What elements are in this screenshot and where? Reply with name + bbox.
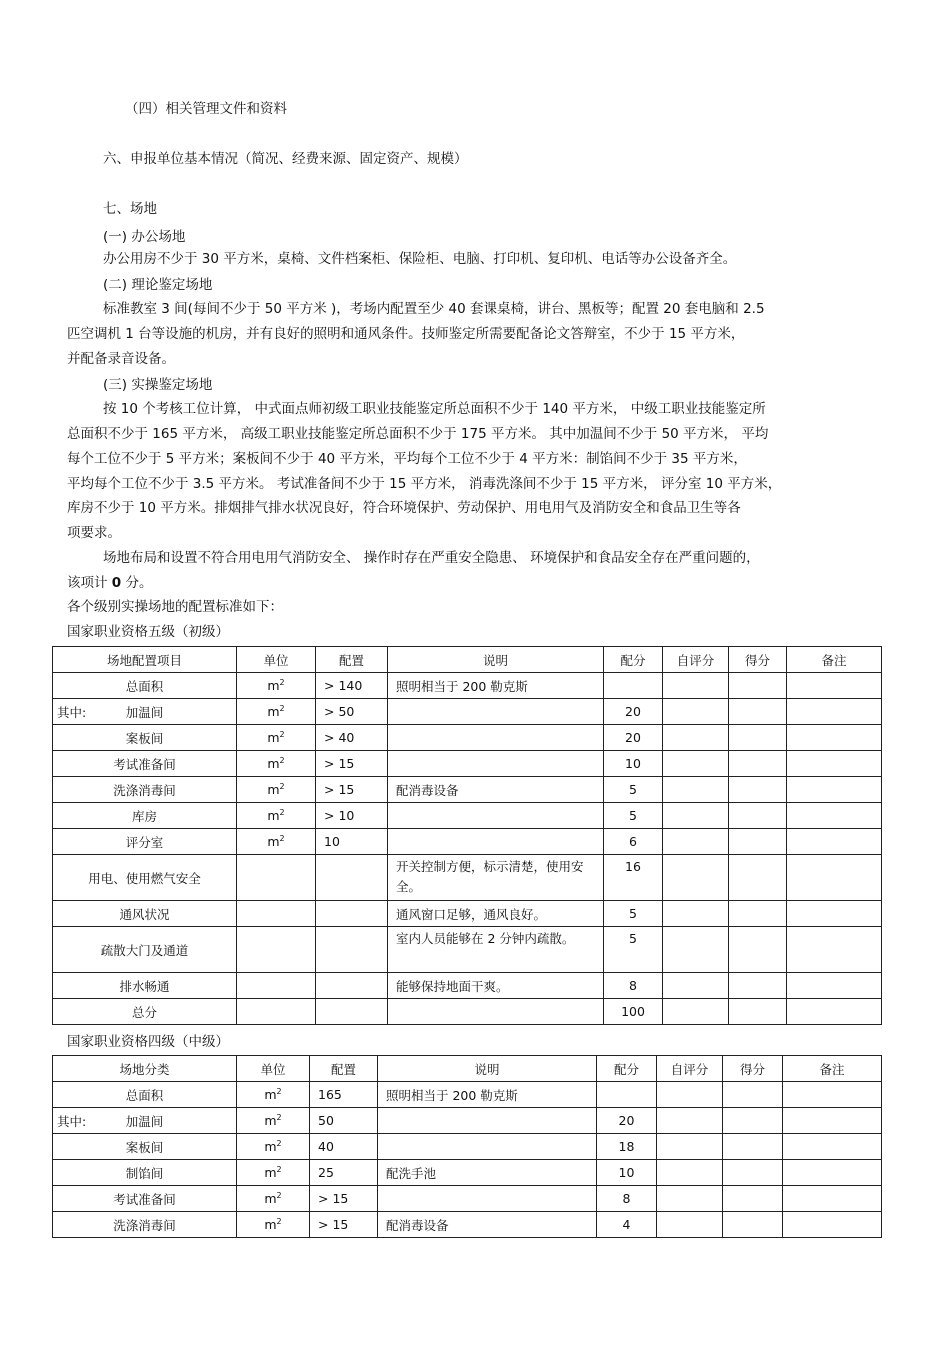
subsection-practical-heading: (三) 实操鉴定场地 bbox=[103, 377, 213, 393]
table-row bbox=[53, 803, 882, 829]
section-4-heading: （四）相关管理文件和资料 bbox=[125, 101, 287, 117]
table-row bbox=[53, 777, 882, 803]
obtained-score-cell[interactable] bbox=[723, 1082, 783, 1108]
practical-paragraph-line-6: 项要求。 bbox=[67, 525, 121, 541]
unit-exponent: 2 bbox=[276, 1164, 282, 1174]
item-label: 案板间 bbox=[125, 730, 164, 746]
description-cell: 开关控制方便，标示清楚，使用安全。 bbox=[388, 855, 604, 901]
config-cell: > 15 bbox=[310, 1212, 378, 1238]
remarks-cell[interactable] bbox=[787, 855, 882, 901]
self-score-cell[interactable] bbox=[663, 777, 729, 803]
unit-text: m bbox=[264, 1139, 277, 1155]
table-row bbox=[53, 901, 882, 927]
table-row bbox=[53, 725, 882, 751]
unit-exponent: 2 bbox=[276, 1086, 282, 1096]
unit-text: m bbox=[267, 808, 280, 824]
item-label: 评分室 bbox=[125, 834, 164, 850]
unit-text: m bbox=[267, 782, 280, 798]
item-cell bbox=[53, 777, 237, 803]
table-row bbox=[53, 699, 882, 725]
unit-exponent: 2 bbox=[276, 1138, 282, 1148]
config-cell: > 10 bbox=[316, 803, 388, 829]
unit-cell bbox=[237, 927, 316, 973]
unit-cell bbox=[237, 777, 316, 803]
table1-header-cell: 单位 bbox=[237, 647, 316, 673]
score-cell: 20 bbox=[597, 1108, 657, 1134]
table2-header-cell: 场地分类 bbox=[53, 1056, 237, 1082]
item-label: 用电、使用燃气安全 bbox=[88, 870, 201, 886]
obtained-score-cell[interactable] bbox=[729, 751, 787, 777]
self-score-cell[interactable] bbox=[657, 1108, 723, 1134]
self-score-cell[interactable] bbox=[663, 751, 729, 777]
unit-cell bbox=[237, 803, 316, 829]
table-row bbox=[53, 973, 882, 999]
item-label: 考试准备间 bbox=[113, 1191, 176, 1207]
table-row bbox=[53, 1134, 882, 1160]
config-cell bbox=[316, 927, 388, 973]
self-score-cell[interactable] bbox=[663, 855, 729, 901]
item-label: 制馅间 bbox=[125, 1165, 164, 1181]
office-paragraph: 办公用房不少于 30 平方米，桌椅、文件档案柜、保险柜、电脑、打印机、复印机、电话等办公设备齐全。 bbox=[103, 251, 737, 267]
item-cell bbox=[53, 725, 237, 751]
item-cell bbox=[53, 751, 237, 777]
score-cell: 8 bbox=[597, 1186, 657, 1212]
unit-text: m bbox=[267, 704, 280, 720]
score-cell: 16 bbox=[604, 855, 663, 901]
config-cell: > 15 bbox=[316, 777, 388, 803]
score-cell: 8 bbox=[604, 973, 663, 999]
score-cell: 5 bbox=[604, 901, 663, 927]
self-score-cell[interactable] bbox=[663, 901, 729, 927]
obtained-score-cell[interactable] bbox=[729, 777, 787, 803]
description-cell bbox=[378, 1134, 597, 1160]
table-row bbox=[53, 829, 882, 855]
description-cell bbox=[388, 999, 604, 1025]
config-cell: 50 bbox=[310, 1108, 378, 1134]
unit-exponent: 2 bbox=[279, 781, 285, 791]
item-prefix: 其中: bbox=[57, 1113, 87, 1129]
item-label: 通风状况 bbox=[119, 906, 170, 922]
table2-header-row bbox=[53, 1056, 882, 1082]
remarks-cell[interactable] bbox=[783, 1082, 882, 1108]
unit-exponent: 2 bbox=[276, 1216, 282, 1226]
obtained-score-cell[interactable] bbox=[729, 973, 787, 999]
table2-header-cell: 配置 bbox=[310, 1056, 378, 1082]
table2-title: 国家职业资格四级（中级） bbox=[67, 1034, 229, 1050]
table2-header-cell: 自评分 bbox=[657, 1056, 723, 1082]
self-score-cell[interactable] bbox=[657, 1212, 723, 1238]
score-cell: 10 bbox=[597, 1160, 657, 1186]
description-cell: 能够保持地面干爽。 bbox=[388, 973, 604, 999]
table-row bbox=[53, 1082, 882, 1108]
penalty-score: 0 bbox=[111, 575, 122, 591]
item-label: 案板间 bbox=[125, 1139, 164, 1155]
self-score-cell[interactable] bbox=[657, 1134, 723, 1160]
item-label: 考试准备间 bbox=[113, 756, 176, 772]
penalty-text-pre: 该项计 bbox=[67, 575, 112, 591]
self-score-cell[interactable] bbox=[663, 803, 729, 829]
unit-exponent: 2 bbox=[279, 807, 285, 817]
section-6-heading: 六、申报单位基本情况（简况、经费来源、固定资产、规模） bbox=[103, 151, 468, 167]
remarks-cell[interactable] bbox=[783, 1134, 882, 1160]
remarks-cell[interactable] bbox=[783, 1160, 882, 1186]
unit-cell bbox=[237, 855, 316, 901]
theory-paragraph-line-2: 匹空调机 1 台等设施的机房，并有良好的照明和通风条件。技师鉴定所需要配备论文答辩室，不少于 15 平方米， bbox=[67, 326, 745, 342]
unit-exponent: 2 bbox=[279, 833, 285, 843]
item-cell bbox=[53, 673, 237, 699]
unit-cell bbox=[237, 1108, 310, 1134]
description-cell bbox=[388, 699, 604, 725]
theory-paragraph-line-1: 标准教室 3 间(每间不少于 50 平方米 )，考场内配置至少 40 套课桌椅，讲台、黑板等；配置 20 套电脑和 2.5 bbox=[103, 301, 765, 317]
table1-title: 国家职业资格五级（初级） bbox=[67, 624, 229, 640]
unit-cell bbox=[237, 725, 316, 751]
self-score-cell[interactable] bbox=[657, 1186, 723, 1212]
table-row bbox=[53, 999, 882, 1025]
unit-cell bbox=[237, 999, 316, 1025]
self-score-cell[interactable] bbox=[663, 673, 729, 699]
description-cell bbox=[388, 829, 604, 855]
section-7-heading: 七、场地 bbox=[103, 201, 157, 217]
obtained-score-cell[interactable] bbox=[729, 673, 787, 699]
remarks-cell[interactable] bbox=[787, 973, 882, 999]
unit-text: m bbox=[264, 1087, 277, 1103]
item-label: 洗涤消毒间 bbox=[113, 782, 176, 798]
self-score-cell[interactable] bbox=[663, 725, 729, 751]
practical-paragraph-line-2: 总面积不少于 165 平方米， 高级工职业技能鉴定所总面积不少于 175 平方米。 其中加温间不少于 50 平方米， 平均 bbox=[67, 426, 769, 442]
remarks-cell[interactable] bbox=[783, 1186, 882, 1212]
table1-header-row bbox=[53, 647, 882, 673]
table1-header-cell: 配分 bbox=[604, 647, 663, 673]
obtained-score-cell[interactable] bbox=[729, 829, 787, 855]
obtained-score-cell[interactable] bbox=[729, 927, 787, 973]
config-cell: > 15 bbox=[310, 1186, 378, 1212]
remarks-cell[interactable] bbox=[787, 803, 882, 829]
unit-exponent: 2 bbox=[279, 729, 285, 739]
description-cell: 配洗手池 bbox=[378, 1160, 597, 1186]
table-row bbox=[53, 927, 882, 973]
table1-header-cell: 自评分 bbox=[663, 647, 729, 673]
table1-header-cell: 得分 bbox=[729, 647, 787, 673]
description-cell: 配消毒设备 bbox=[378, 1212, 597, 1238]
unit-text: m bbox=[264, 1165, 277, 1181]
obtained-score-cell[interactable] bbox=[723, 1108, 783, 1134]
unit-cell bbox=[237, 1082, 310, 1108]
unit-exponent: 2 bbox=[279, 703, 285, 713]
config-cell: > 40 bbox=[316, 725, 388, 751]
table1-header-cell: 配置 bbox=[316, 647, 388, 673]
description-cell: 配消毒设备 bbox=[388, 777, 604, 803]
unit-exponent: 2 bbox=[279, 755, 285, 765]
unit-cell bbox=[237, 829, 316, 855]
unit-text: m bbox=[264, 1191, 277, 1207]
table2-header-cell: 说明 bbox=[378, 1056, 597, 1082]
config-cell bbox=[316, 973, 388, 999]
unit-text: m bbox=[267, 678, 280, 694]
obtained-score-cell[interactable] bbox=[729, 999, 787, 1025]
item-cell bbox=[53, 1186, 237, 1212]
config-cell bbox=[316, 855, 388, 901]
score-cell: 4 bbox=[597, 1212, 657, 1238]
item-cell bbox=[53, 1160, 237, 1186]
table-row bbox=[53, 855, 882, 901]
remarks-cell[interactable] bbox=[787, 751, 882, 777]
config-cell bbox=[316, 901, 388, 927]
table2-header-cell: 配分 bbox=[597, 1056, 657, 1082]
self-score-cell[interactable] bbox=[663, 999, 729, 1025]
unit-cell bbox=[237, 1160, 310, 1186]
obtained-score-cell[interactable] bbox=[723, 1212, 783, 1238]
item-cell bbox=[53, 855, 237, 901]
remarks-cell[interactable] bbox=[787, 927, 882, 973]
unit-text: m bbox=[267, 730, 280, 746]
config-cell: 25 bbox=[310, 1160, 378, 1186]
score-cell: 20 bbox=[604, 699, 663, 725]
item-cell bbox=[53, 829, 237, 855]
subsection-office-heading: (一) 办公场地 bbox=[103, 229, 186, 245]
item-cell bbox=[53, 1108, 237, 1134]
item-cell bbox=[53, 901, 237, 927]
remarks-cell[interactable] bbox=[787, 699, 882, 725]
remarks-cell[interactable] bbox=[783, 1108, 882, 1134]
obtained-score-cell[interactable] bbox=[729, 855, 787, 901]
unit-cell bbox=[237, 673, 316, 699]
item-label: 加温间 bbox=[125, 1113, 164, 1129]
config-cell: > 140 bbox=[316, 673, 388, 699]
remarks-cell[interactable] bbox=[783, 1212, 882, 1238]
obtained-score-cell[interactable] bbox=[723, 1186, 783, 1212]
item-label: 洗涤消毒间 bbox=[113, 1217, 176, 1233]
item-label: 库房 bbox=[131, 808, 157, 824]
self-score-cell[interactable] bbox=[657, 1160, 723, 1186]
table-row bbox=[53, 1160, 882, 1186]
self-score-cell[interactable] bbox=[663, 829, 729, 855]
table2-header-cell: 得分 bbox=[723, 1056, 783, 1082]
item-cell bbox=[53, 1134, 237, 1160]
item-cell bbox=[53, 927, 237, 973]
score-cell: 5 bbox=[604, 777, 663, 803]
table-row bbox=[53, 1186, 882, 1212]
theory-paragraph-line-3: 并配备录音设备。 bbox=[67, 351, 175, 367]
penalty-text-post: 分。 bbox=[121, 575, 153, 591]
item-cell bbox=[53, 1212, 237, 1238]
penalty-paragraph-line-1: 场地布局和设置不符合用电用气消防安全、 操作时存在严重安全隐患、 环境保护和食品安全存在严重问题的， bbox=[103, 550, 760, 566]
item-with-prefix bbox=[57, 1112, 232, 1130]
item-cell bbox=[53, 973, 237, 999]
description-cell: 通风窗口足够，通风良好。 bbox=[388, 901, 604, 927]
unit-cell bbox=[237, 1134, 310, 1160]
item-label: 总面积 bbox=[125, 678, 164, 694]
item-label: 加温间 bbox=[125, 704, 164, 720]
obtained-score-cell[interactable] bbox=[723, 1134, 783, 1160]
table-row bbox=[53, 1108, 882, 1134]
obtained-score-cell[interactable] bbox=[723, 1160, 783, 1186]
self-score-cell[interactable] bbox=[657, 1082, 723, 1108]
item-label: 总面积 bbox=[125, 1087, 164, 1103]
description-cell bbox=[378, 1186, 597, 1212]
item-cell bbox=[53, 1082, 237, 1108]
unit-cell bbox=[237, 973, 316, 999]
table2-header-cell: 备注 bbox=[783, 1056, 882, 1082]
obtained-score-cell[interactable] bbox=[729, 901, 787, 927]
score-cell: 5 bbox=[604, 803, 663, 829]
obtained-score-cell[interactable] bbox=[729, 725, 787, 751]
practical-paragraph-line-1: 按 10 个考核工位计算， 中式面点师初级工职业技能鉴定所总面积不少于 140 平方米， 中级工职业技能鉴定所 bbox=[103, 401, 766, 417]
config-cell: > 15 bbox=[316, 751, 388, 777]
table-row bbox=[53, 751, 882, 777]
score-cell bbox=[597, 1082, 657, 1108]
self-score-cell[interactable] bbox=[663, 973, 729, 999]
unit-cell bbox=[237, 751, 316, 777]
unit-cell bbox=[237, 1186, 310, 1212]
table-level4 bbox=[52, 1055, 882, 1238]
remarks-cell[interactable] bbox=[787, 999, 882, 1025]
self-score-cell[interactable] bbox=[663, 699, 729, 725]
obtained-score-cell[interactable] bbox=[729, 803, 787, 829]
config-cell: 165 bbox=[310, 1082, 378, 1108]
description-cell bbox=[388, 725, 604, 751]
remarks-cell[interactable] bbox=[787, 725, 882, 751]
table-level5 bbox=[52, 646, 882, 1025]
score-cell: 18 bbox=[597, 1134, 657, 1160]
obtained-score-cell[interactable] bbox=[729, 699, 787, 725]
config-cell: 10 bbox=[316, 829, 388, 855]
score-cell: 100 bbox=[604, 999, 663, 1025]
unit-exponent: 2 bbox=[279, 677, 285, 687]
table2-header-cell: 单位 bbox=[237, 1056, 310, 1082]
unit-cell bbox=[237, 901, 316, 927]
table-row bbox=[53, 673, 882, 699]
unit-text: m bbox=[264, 1217, 277, 1233]
item-cell bbox=[53, 699, 237, 725]
subsection-theory-heading: (二) 理论鉴定场地 bbox=[103, 277, 213, 293]
score-cell: 10 bbox=[604, 751, 663, 777]
remarks-cell[interactable] bbox=[787, 673, 882, 699]
score-cell: 5 bbox=[604, 927, 663, 973]
unit-cell bbox=[237, 699, 316, 725]
item-label: 总分 bbox=[131, 1004, 157, 1020]
description-cell bbox=[388, 751, 604, 777]
score-cell: 6 bbox=[604, 829, 663, 855]
description-cell: 室内人员能够在 2 分钟内疏散。 bbox=[388, 927, 604, 973]
config-intro: 各个级别实操场地的配置标准如下： bbox=[67, 599, 283, 615]
penalty-paragraph-line-2 bbox=[67, 574, 153, 592]
config-cell bbox=[316, 999, 388, 1025]
unit-text: m bbox=[264, 1113, 277, 1129]
config-cell: > 50 bbox=[316, 699, 388, 725]
remarks-cell[interactable] bbox=[787, 829, 882, 855]
practical-paragraph-line-5: 库房不少于 10 平方米。排烟排气排水状况良好，符合环境保护、劳动保护、用电用气及消防安全和食品卫生等各 bbox=[67, 500, 741, 516]
remarks-cell[interactable] bbox=[787, 777, 882, 803]
item-label: 疏散大门及通道 bbox=[100, 942, 189, 958]
description-cell: 照明相当于 200 勒克斯 bbox=[388, 673, 604, 699]
score-cell: 20 bbox=[604, 725, 663, 751]
unit-text: m bbox=[267, 834, 280, 850]
practical-paragraph-line-4: 平均每个工位不少于 3.5 平方米。 考试准备间不少于 15 平方米， 消毒洗涤间不少于 15 平方米， 评分室 10 平方米， bbox=[67, 476, 782, 492]
practical-paragraph-line-3: 每个工位不少于 5 平方米；案板间不少于 40 平方米，平均每个工位不少于 4 平方米：制馅间不少于 35 平方米， bbox=[67, 451, 747, 467]
unit-exponent: 2 bbox=[276, 1190, 282, 1200]
remarks-cell[interactable] bbox=[787, 901, 882, 927]
item-prefix: 其中: bbox=[57, 704, 87, 720]
table1-header-cell: 备注 bbox=[787, 647, 882, 673]
description-cell bbox=[388, 803, 604, 829]
table-row bbox=[53, 1212, 882, 1238]
item-cell bbox=[53, 999, 237, 1025]
self-score-cell[interactable] bbox=[663, 927, 729, 973]
item-label: 排水畅通 bbox=[119, 978, 170, 994]
description-cell: 照明相当于 200 勒克斯 bbox=[378, 1082, 597, 1108]
unit-cell bbox=[237, 1212, 310, 1238]
unit-exponent: 2 bbox=[276, 1112, 282, 1122]
item-cell bbox=[53, 803, 237, 829]
table1-header-cell: 场地配置项目 bbox=[53, 647, 237, 673]
description-cell bbox=[378, 1108, 597, 1134]
config-cell: 40 bbox=[310, 1134, 378, 1160]
item-with-prefix bbox=[57, 703, 232, 721]
score-cell bbox=[604, 673, 663, 699]
unit-text: m bbox=[267, 756, 280, 772]
table1-header-cell: 说明 bbox=[388, 647, 604, 673]
